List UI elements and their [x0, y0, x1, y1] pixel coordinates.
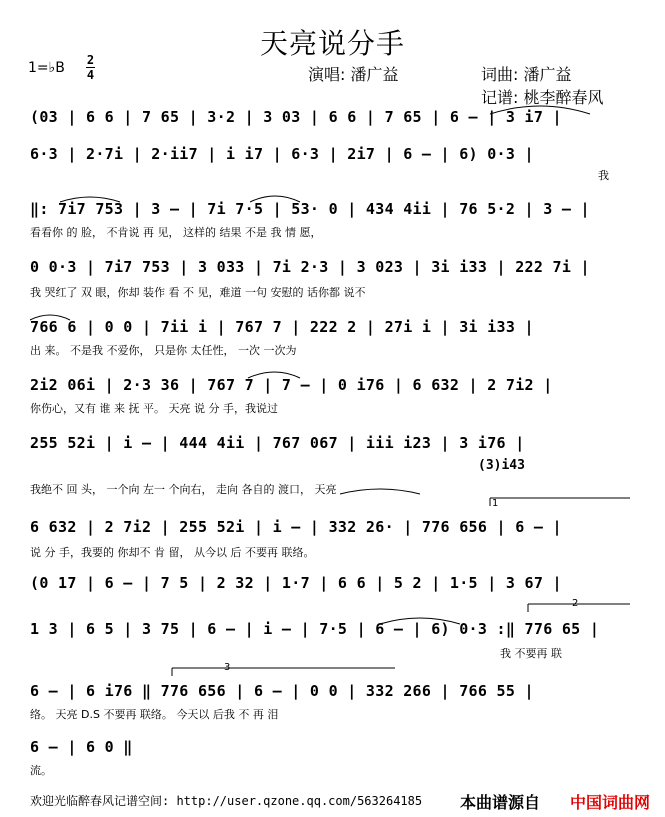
lyricist-credit: 词曲: 潘广益 — [481, 65, 572, 84]
score-row-lyrics: 我 — [598, 169, 609, 182]
footer-note: 欢迎光临醉春风记谱空间: http://user.qzone.qq.com/563264185 — [30, 794, 423, 808]
score-row-notes: 6 – | 6 0 ‖ — [30, 738, 133, 756]
score-row-notes: 6 – | 6 i76 ‖ 776 656 | 6 – | 0 0 | 332 266 | 766 55 | — [30, 682, 534, 700]
footer-source: 本曲谱源自 — [460, 793, 541, 812]
time-signature-bottom: 4 — [86, 68, 95, 82]
score-row-lyrics: 说 分 手，我要的 你却不 肯 留， 从今以 后 不要再 联络。 — [30, 546, 315, 559]
volta-third-bracket — [172, 668, 395, 676]
volta-first-bracket — [490, 498, 630, 506]
time-signature-top: 2 — [86, 53, 95, 67]
volta-second-bracket — [528, 604, 630, 612]
volta-third-label: 3 — [224, 662, 231, 673]
slur-mark — [248, 372, 300, 378]
slur-mark — [250, 196, 300, 202]
score-row-lyrics: 看看你 的 脸， 不肯说 再 见， 这样的 结果 不是 我 情 愿， — [30, 226, 322, 239]
footer-brand-link[interactable]: 中国词曲网 — [570, 793, 651, 812]
score-row-lyrics: 流。 — [30, 764, 52, 777]
volta-third-alt: (3)i43 — [478, 458, 525, 473]
score-row-notes: 0 0·3 | 7i7 753 | 3 033 | 7i 2·3 | 3 023 | 3i i33 | 222 7i | — [30, 258, 590, 276]
score-row-notes: 6 632 | 2 7i2 | 255 52i | i – | 332 26· | 776 656 | 6 – | — [30, 518, 562, 536]
score-row-notes: 6·3 | 2·7i | 2·ii7 | i i7 | 6·3 | 2i7 | 6 – | 6) 0·3 | — [30, 145, 534, 163]
score-row-notes: 255 52i | i – | 444 4ii | 767 067 | iii i23 | 3 i76 | — [30, 434, 525, 452]
slur-mark — [490, 106, 590, 114]
slur-mark — [340, 489, 420, 494]
score-row-notes: (03 | 6 6 | 7 65 | 3·2 | 3 03 | 6 6 | 7 65 | 6 – | 3 i7 | — [30, 108, 562, 126]
score-row-notes: 1 3 | 6 5 | 3 75 | 6 – | i – | 7·5 | 6 – | 6) 0·3 :‖ 776 65 | — [30, 620, 600, 638]
score-row-notes: 2i2 06i | 2·3 36 | 767 7 | 7 – | 0 i76 | 6 632 | 2 7i2 | — [30, 376, 553, 394]
score-row-lyrics: 我绝不 回 头， 一个向 左一 个向右， 走向 各自的 渡口， 天亮 — [30, 483, 337, 496]
score-row-lyrics: 你伤心，又有 谁 来 抚 平。 天亮 说 分 手，我说过 — [30, 402, 278, 415]
singer-credit: 演唱: 潘广益 — [308, 65, 399, 84]
score-row-lyrics: 我 哭红了 双 眼，你却 装作 看 不 见，难道 一句 安慰的 话你都 说不 — [30, 286, 366, 299]
key-signature: 1=♭B — [28, 60, 65, 76]
score-row-lyrics: 出 来。 不是我 不爱你， 只是你 太任性， 一次 一次为 — [30, 344, 297, 357]
volta-second-label: 2 — [572, 598, 579, 609]
song-title: 天亮说分手 — [259, 27, 405, 60]
slur-mark — [60, 197, 120, 202]
slur-mark — [30, 315, 70, 320]
score-row-notes: 766 6 | 0 0 | 7ii i | 767 7 | 222 2 | 27i i | 3i i33 | — [30, 318, 534, 336]
score-row-notes: (0 17 | 6 – | 7 5 | 2 32 | 1·7 | 6 6 | 5 2 | 1·5 | 3 67 | — [30, 574, 562, 592]
slur-mark — [380, 618, 460, 624]
score-row-lyrics: 我 不要再 联 — [500, 647, 562, 660]
score-row-lyrics: 络。 天亮 D.S 不要再 联络。 今天以 后我 不 再 泪 — [30, 708, 279, 721]
transcriber-credit: 记谱: 桃李醉春风 — [481, 88, 604, 107]
score-row-notes: ‖: 7i7 753 | 3 – | 7i 7·5 | 53· 0 | 434 4ii | 76 5·2 | 3 – | — [30, 200, 590, 218]
volta-first-label: 1 — [492, 498, 499, 509]
